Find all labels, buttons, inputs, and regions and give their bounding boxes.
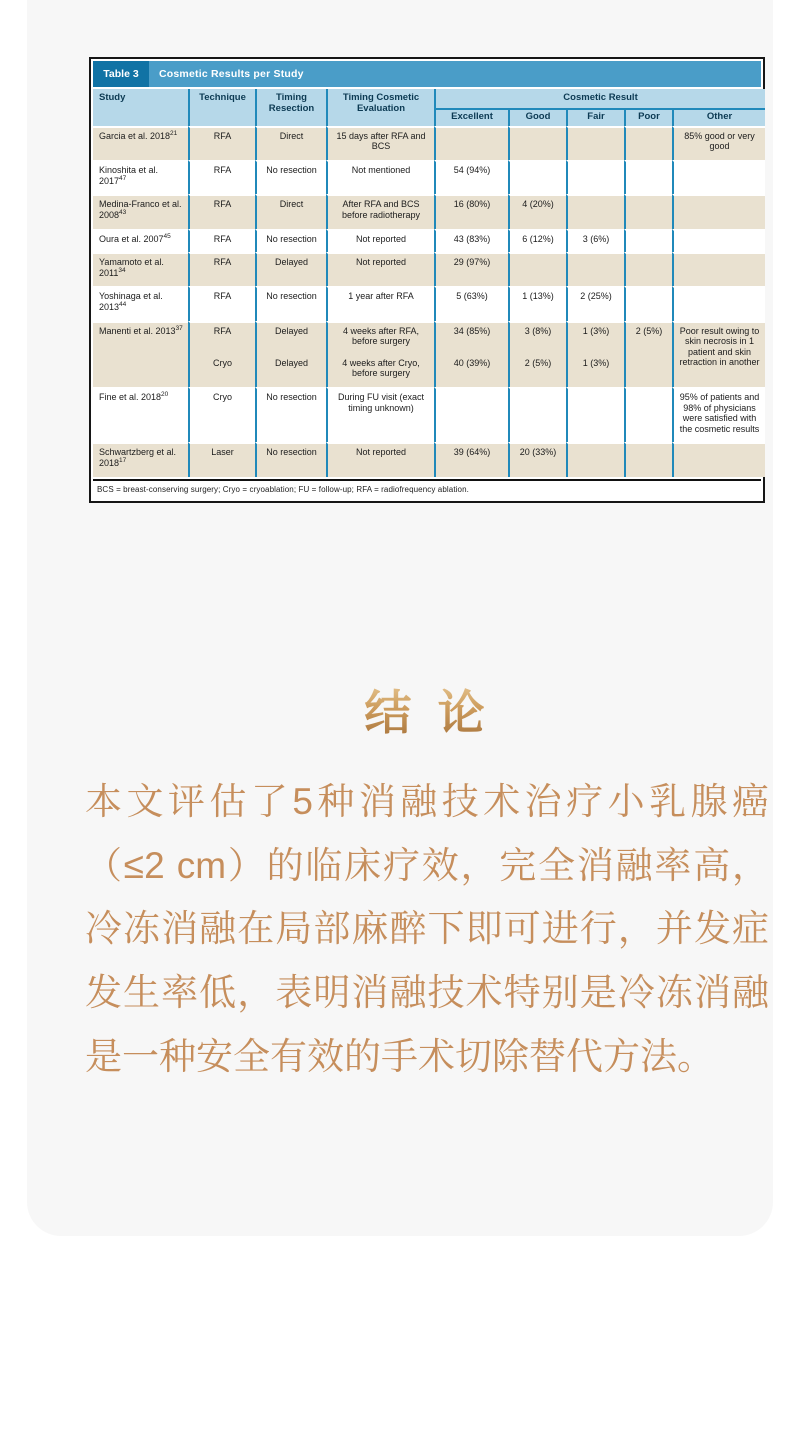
other-cell: 85% good or very good: [672, 126, 765, 160]
col-technique: Technique: [188, 89, 255, 126]
good-cell: 6 (12%): [508, 229, 566, 253]
col-poor: Poor: [624, 108, 672, 126]
poor-cell: [624, 442, 672, 476]
other-cell: [672, 252, 765, 286]
poor-cell: [624, 194, 672, 228]
timing-evaluation-cell: Not reported: [326, 252, 434, 286]
excellent-cell: 54 (94%): [434, 160, 508, 194]
good-cell: [508, 160, 566, 194]
col-fair: Fair: [566, 108, 624, 126]
timing-evaluation-cell: 15 days after RFA and BCS: [326, 126, 434, 160]
good-cell: 20 (33%): [508, 442, 566, 476]
good-cell: 3 (8%): [508, 321, 566, 355]
timing-resection-cell: Delayed: [255, 252, 326, 286]
technique-cell: RFA: [188, 160, 255, 194]
col-timing-cosmetic-evaluation: Timing Cosmetic Evaluation: [326, 89, 434, 126]
table-footnote: BCS = breast-conserving surgery; Cryo = cryoablation; FU = follow-up; RFA = radiofrequency ablation.: [93, 479, 761, 499]
table-title: Cosmetic Results per Study: [159, 68, 304, 80]
excellent-cell: 43 (83%): [434, 229, 508, 253]
good-cell: [508, 387, 566, 442]
other-cell: [672, 442, 765, 476]
table-card: [89, 57, 765, 503]
study-cell: Medina-Franco et al. 2008$^{43}$: [93, 194, 188, 228]
study-cell: Schwartzberg et al. 2018$^{17}$: [93, 442, 188, 476]
technique-cell: Cryo: [188, 387, 255, 442]
timing-evaluation-cell: 1 year after RFA: [326, 286, 434, 320]
fair-cell: [566, 442, 624, 476]
timing-resection-cell: Direct: [255, 126, 326, 160]
table-row: [93, 286, 765, 320]
poor-cell: [624, 229, 672, 253]
study-cell: Kinoshita et al. 2017$^{47}$: [93, 160, 188, 194]
poor-cell: [624, 387, 672, 442]
excellent-cell: [434, 387, 508, 442]
excellent-cell: 5 (63%): [434, 286, 508, 320]
timing-evaluation-cell: After RFA and BCS before radiotherapy: [326, 194, 434, 228]
table-title-bar: [93, 61, 761, 87]
cosmetic-results-table: [93, 89, 765, 477]
technique-cell: Cryo: [188, 355, 255, 387]
timing-resection-cell: Direct: [255, 194, 326, 228]
table-row: [93, 355, 765, 387]
conclusion-heading: 结 论: [54, 676, 800, 743]
table-row: [93, 229, 765, 253]
poor-cell: [624, 160, 672, 194]
col-excellent: Excellent: [434, 108, 508, 126]
study-cell: Garcia et al. 2018$^{21}$: [93, 126, 188, 160]
excellent-cell: 40 (39%): [434, 355, 508, 387]
good-cell: [508, 126, 566, 160]
fair-cell: [566, 126, 624, 160]
timing-resection-cell: Delayed: [255, 355, 326, 387]
poor-cell: 2 (5%): [624, 321, 672, 355]
timing-resection-cell: No resection: [255, 442, 326, 476]
study-cell: Oura et al. 2007$^{45}$: [93, 229, 188, 253]
good-cell: 1 (13%): [508, 286, 566, 320]
excellent-cell: 39 (64%): [434, 442, 508, 476]
technique-cell: RFA: [188, 286, 255, 320]
timing-evaluation-cell: Not mentioned: [326, 160, 434, 194]
timing-resection-cell: No resection: [255, 229, 326, 253]
table-header: [93, 89, 765, 126]
poor-cell: [624, 126, 672, 160]
technique-cell: RFA: [188, 126, 255, 160]
good-cell: 4 (20%): [508, 194, 566, 228]
timing-evaluation-cell: Not reported: [326, 442, 434, 476]
study-cell: Yamamoto et al. 2011$^{34}$: [93, 252, 188, 286]
fair-cell: 3 (6%): [566, 229, 624, 253]
technique-cell: RFA: [188, 321, 255, 355]
technique-cell: RFA: [188, 252, 255, 286]
excellent-cell: 29 (97%): [434, 252, 508, 286]
other-cell: [672, 194, 765, 228]
content-panel: [27, 0, 773, 1236]
excellent-cell: 16 (80%): [434, 194, 508, 228]
fair-cell: [566, 252, 624, 286]
study-cell: Yoshinaga et al. 2013$^{44}$: [93, 286, 188, 320]
timing-evaluation-cell: Not reported: [326, 229, 434, 253]
study-cell: Manenti et al. 2013$^{37}$: [93, 321, 188, 387]
table-row: [93, 126, 765, 160]
fair-cell: [566, 387, 624, 442]
col-study: Study: [93, 89, 188, 126]
excellent-cell: [434, 126, 508, 160]
other-cell: Poor result owing to skin necrosis in 1 patient and skin retraction in another: [672, 321, 765, 387]
poor-cell: [624, 355, 672, 387]
excellent-cell: 34 (85%): [434, 321, 508, 355]
timing-resection-cell: No resection: [255, 160, 326, 194]
fair-cell: 1 (3%): [566, 355, 624, 387]
timing-evaluation-cell: 4 weeks after RFA, before surgery: [326, 321, 434, 355]
fair-cell: [566, 160, 624, 194]
other-cell: [672, 229, 765, 253]
table-row: [93, 387, 765, 442]
col-timing-resection: Timing Resection: [255, 89, 326, 126]
table-label: Table 3: [93, 61, 149, 87]
table-body: [93, 126, 765, 477]
poor-cell: [624, 252, 672, 286]
col-good: Good: [508, 108, 566, 126]
study-cell: Fine et al. 2018$^{20}$: [93, 387, 188, 442]
timing-resection-cell: No resection: [255, 387, 326, 442]
good-cell: 2 (5%): [508, 355, 566, 387]
fair-cell: 1 (3%): [566, 321, 624, 355]
col-cosmetic-result-group: Cosmetic Result: [434, 89, 765, 108]
conclusion-paragraph: 本文评估了5种消融技术治疗小乳腺癌（≤2 cm）的临床疗效，完全消融率高，冷冻消融在局部麻醉下即可进行，并发症发生率低，表明消融技术特别是冷冻消融是一种安全有效的手术切除替代方法。: [85, 781, 769, 1077]
poor-cell: [624, 286, 672, 320]
technique-cell: RFA: [188, 229, 255, 253]
timing-resection-cell: No resection: [255, 286, 326, 320]
col-other: Other: [672, 108, 765, 126]
fair-cell: [566, 194, 624, 228]
table-row: [93, 442, 765, 476]
timing-evaluation-cell: 4 weeks after Cryo, before surgery: [326, 355, 434, 387]
timing-evaluation-cell: During FU visit (exact timing unknown): [326, 387, 434, 442]
other-cell: [672, 160, 765, 194]
table-row: [93, 194, 765, 228]
table-row: [93, 160, 765, 194]
technique-cell: Laser: [188, 442, 255, 476]
table-row: [93, 252, 765, 286]
good-cell: [508, 252, 566, 286]
table-row: [93, 321, 765, 355]
timing-resection-cell: Delayed: [255, 321, 326, 355]
technique-cell: RFA: [188, 194, 255, 228]
other-cell: 95% of patients and 98% of physicians were satisfied with the cosmetic results: [672, 387, 765, 442]
other-cell: [672, 286, 765, 320]
fair-cell: 2 (25%): [566, 286, 624, 320]
